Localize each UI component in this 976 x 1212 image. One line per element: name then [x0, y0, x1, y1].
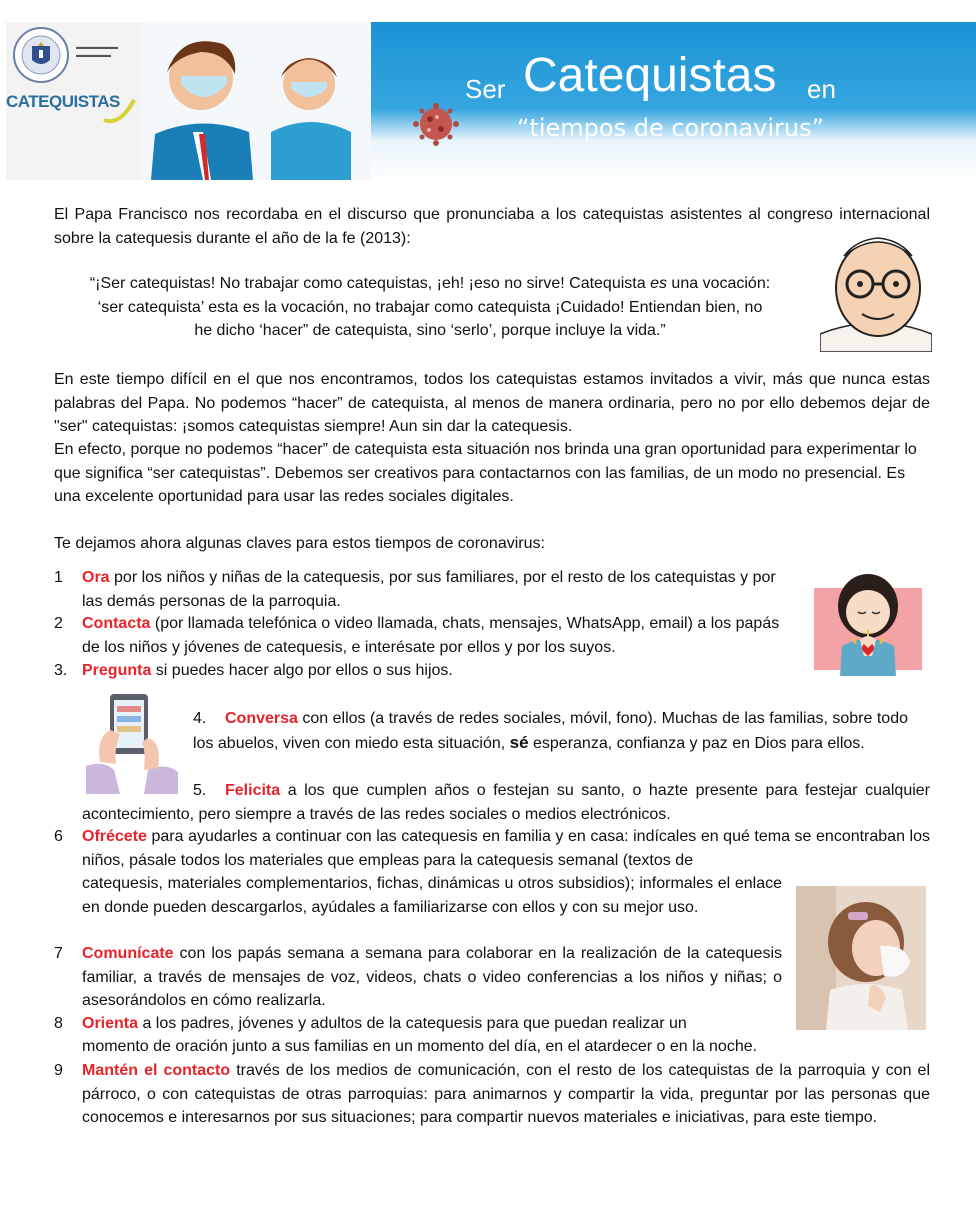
- key-word: Comunícate: [82, 945, 174, 962]
- key-word: Pregunta: [82, 662, 152, 679]
- quote-line2: ‘ser catequista’ esta es la vocación, no trabajar como catequista ¡Cuidado! Entiendan bien, no: [97, 298, 763, 316]
- keys-intro: Te dejamos ahora algunas claves para estos tiempos de coronavirus:: [54, 535, 545, 552]
- banner-title-ser: Ser: [465, 74, 506, 104]
- key-item-ofrecete: [82, 825, 930, 872]
- key-text: través de los medios de comunicación, con el resto de los catequistas de la parroquia y con el párroco, o con catequistas de otras parroquias: para animarnos y compartir la vida, preguntar por las personas que conocemos e interesarnos por sus situaciones; para compartir nuevos materiales e iniciativas, para este tiempo.: [82, 1062, 930, 1126]
- pope-quote: [54, 272, 806, 343]
- header-banner: [6, 22, 976, 180]
- key-word: Orienta: [82, 1015, 139, 1032]
- key-text: si puedes hacer algo por ellos o sus hijos.: [151, 662, 453, 679]
- key-text: con ellos (a través de redes sociales, móvil, fono). Muchas de las familias, sobre todo los abuelos, viven con miedo esta situación,: [193, 710, 908, 752]
- catequistas-logo: CATEQUISTAS: [6, 92, 120, 111]
- masked-child-photo: [796, 886, 926, 1030]
- key-word: Conversa: [225, 710, 298, 727]
- key-item-orienta-cont: momento de oración junto a sus familias en un momento del día, en el atardecer o en la noche.: [82, 1038, 758, 1055]
- quote-line1-end: una vocación:: [666, 275, 771, 292]
- key-text: (por llamada telefónica o video llamada, chats, mensajes, WhatsApp, email) a los papás de los niños y jóvenes de catequesis, e interésate por ellos y por los suyos.: [82, 615, 780, 656]
- banner-subtitle: “tiempos de coronavirus”: [517, 114, 825, 142]
- item-number: 4.: [193, 710, 207, 727]
- banner-title-panel: [371, 22, 976, 180]
- paragraph-difficult-times: En este tiempo difícil en el que nos encontramos, todos los catequistas estamos invitados a vivir, más que nunca estas palabras del Papa. No podemos “hacer” de catequista, al menos de manera ordinaria, pero no por ello debemos dejar de "ser" catequistas: ¡somos catequistas siempre! Aun sin dar la catequesis.: [54, 371, 930, 435]
- banner-title-main: Catequistas: [523, 49, 777, 102]
- item-number: 6: [54, 828, 63, 845]
- key-text: con los papás semana a semana para colaborar en la realización de la catequesis familiar, a través de mensajes de voz, videos, chats o video conferencias a los niños y niñas; o asesorándolos en cómo realizarla.: [82, 945, 782, 1009]
- key-text: esperanza, confianza y paz en Dios para ellos.: [528, 734, 865, 752]
- banner-title-en: en: [807, 74, 836, 104]
- item-number: 1: [54, 569, 63, 586]
- item-number: 7: [54, 945, 63, 962]
- key-word: Mantén el contacto: [82, 1062, 231, 1079]
- key-text: para ayudarles a continuar con las catequesis en familia y en casa: indícales en qué tema se encontraban los niños, pásale todos los materiales que empleas para la catequesis semanal (textos de: [82, 828, 930, 869]
- key-word: Ora: [82, 569, 110, 586]
- item-number: 5.: [193, 782, 207, 799]
- virus-icon: [401, 102, 471, 147]
- key-item-ofrecete-cont: catequesis, materiales complementarios, fichas, dinámicas u otros subsidios); informales el enlace en donde pueden descargarlos, ayúdales a familiarizarse con ellos y con su mejor uso.: [82, 875, 782, 916]
- key-item-contacta: [82, 612, 800, 659]
- pope-francis-illustration: [820, 226, 932, 352]
- archdiocese-crest-icon: [12, 26, 70, 84]
- key-word: Ofrécete: [82, 828, 147, 845]
- banner-illustration-panel: [141, 22, 371, 180]
- key-text: por los niños y niñas de la catequesis, por sus familiares, por el resto de los catequistas y por las demás personas de la parroquia.: [82, 569, 776, 610]
- intro-paragraph: El Papa Francisco nos recordaba en el discurso que pronunciaba a los catequistas asistentes al congreso internacional sobre la catequesis durante el año de la fe (2013):: [54, 206, 930, 247]
- item-number: 8: [54, 1015, 63, 1032]
- key-item-comunicate: [82, 942, 782, 1013]
- key-item-orienta: [82, 1012, 782, 1036]
- banner-logo-panel: [6, 22, 141, 180]
- key-word: Contacta: [82, 615, 151, 632]
- key-word: Felicita: [225, 782, 281, 799]
- key-item-pregunta: [82, 659, 800, 683]
- key-item-conversa: [193, 707, 913, 755]
- item-number: 9: [54, 1062, 63, 1079]
- praying-girl-illustration: [812, 566, 924, 676]
- paragraph-opportunity: En efecto, porque no podemos “hacer” de catequista esta situación nos brinda una gran oportunidad para experimentar lo que significa “ser catequistas”. Debemos ser creativos para contactarnos con las familias, de un modo no presencial. Es una excelente oportunidad para usar las redes sociales digitales.: [54, 441, 917, 505]
- item-number: 3.: [54, 662, 68, 679]
- key-item-felicita: [82, 779, 930, 826]
- logo-swoosh-icon: [102, 96, 136, 126]
- masked-people-illustration: [141, 22, 371, 180]
- quote-line1-start: “¡Ser catequistas! No trabajar como catequistas, ¡eh! ¡eso no sirve! Catequista: [89, 275, 651, 292]
- item-number: 2: [54, 615, 63, 632]
- key-text: a los que cumplen años o festejan su santo, o hazte presente para festejar cualquier acontecimiento, pero siempre a través de las redes sociales o medios electrónicos.: [82, 782, 930, 823]
- key-text: a los padres, jóvenes y adultos de la catequesis para que puedan realizar un: [138, 1015, 687, 1032]
- archdiocese-wordmark: ▬▬▬▬▬▬ ▬▬▬▬▬: [76, 44, 118, 59]
- key-item-ora: [82, 566, 800, 613]
- key-text-bold: sé: [509, 732, 529, 752]
- key-item-manten-contacto: [82, 1059, 930, 1130]
- quote-line3: he dicho ‘hacer” de catequista, sino ‘serlo’, porque incluye la vida.”: [194, 322, 666, 339]
- quote-emphasis: es: [650, 275, 667, 292]
